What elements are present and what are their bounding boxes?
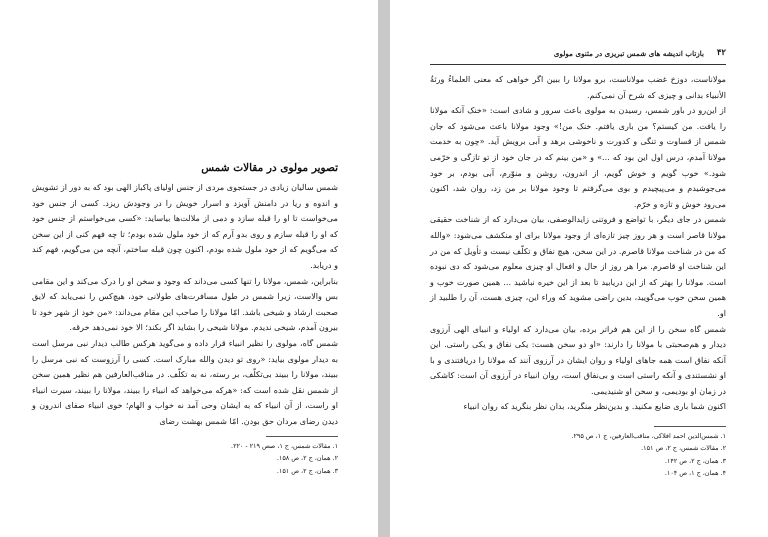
footnote: ۳. همان، ج ۲، ص ۱۴۲. [664,456,726,465]
footnote-divider [266,436,338,437]
footnote: ۱. شمس‌الدین احمد افلاکی، مناقب‌العارفین، ج ۱، ص ۲۹۵. [571,432,726,440]
footnote: ۴. همان، ج ۱، ص ۱۰۴. [664,469,726,478]
right-footnotes [430,430,726,480]
footnote: ۳. همان، ج ۲، ص ۱۵۱. [276,466,338,475]
paragraph: شمس گاه، مولوی را نظیر انبیاء قرار داده و می‌گوید هرکس طالب دیدار نبی مرسل است به دیدار مولوی بیاید: «روی تو دیدن والله مبارک است. کسی را آرزوست که نبی مرسل را ببیند، مولانا را ببیند بی‌تکلّف، بر رسته، نه به تکلّف. در مناقب‌العارفین هم نظیر همین سخن از شمس نقل شده است که: «هرکه می‌خواهد که انبیاء را ببیند، مولانا را ببیند، سیرت انبیاء او راست، از آن انبیاء که به ایشان وحی آمد نه خواب و الهام؛ خوی انبیاء صفای اندرون و دیدن رضای مردان حق بودن. امّا شمس بهشت رضای [32,337,338,426]
paragraph: شمس در جای دیگر، با تواضع و فروتنی زایدالوصفی، بیان می‌دارد که از شناخت حقیقی مولانا قاصر است و هر روز چیز تازه‌ای از وجود مولانا برای او منکشف می‌شود: «والله که من در شناخت مولانا قاصرم. در این سخن، هیچ نفاق و تکلّف نیست و تأویل که من در این شناخت او قاصرم. مرا هر روز از حال و افعال او چیزی معلوم می‌شود که دی نبوده است. مولانا را بهتر که از این دریابید تا بعد از این خیره نباشید ... همین صورت خوب و همین سخن خوب می‌گویید، بدین راضی مشوید که وراء این، چیزی هست، آن را طلبید از او. [430,214,726,318]
paragraph: اکنون شما باری ضایع مکنید. و بدین‌نظر منگرید، بدان نظر بنگرید که روان انبیاء [463,401,726,412]
left-footnotes [32,440,338,477]
footnote: ۱. مقالات شمس، ج ۱، صص ۲۱۹ - ۲۲۰. [231,442,338,450]
footnote: ۲. همان، ج ۲، ص ۱۵۸. [276,454,338,463]
left-page-body [32,180,338,430]
paragraph: مولاناست، دوزخ غضب مولاناست، برو مولانا را ببین اگر خواهی که معنی العلماءُ ورثةُ الأنبیاء بدانی و چیزی که شرح آن نمی‌کنم. [430,74,726,100]
paragraph: شمس گاه سخن را از این هم فراتر برده، بیان می‌دارد که اولیاء و انبیای الهی آرزوی دیدار و هم‌صحبتی با مولانا را دارند: «او دو سخن هست: یکی نفاق و یکی راستی. این آنکه نفاق است همه جاهای اولیاء و روان ایشان در آرزوی آنند که مولانا را دریافتندی و با او نشستندی و آنکه راستی است و بی‌نفاق است، روان انبیاء در آرزوی آن است: کاشکی در زمان او بودیمی، و سخن او شنیدیمی. [430,323,726,396]
left-page [0,0,378,537]
footnote-divider [654,426,726,427]
footnote: ۲. مقالات شمس، ج ۲، ص ۱۵۱. [641,444,726,453]
running-header [430,48,726,64]
running-title: بازتاب اندیشه های شمس تبریزی در مثنوی مولوی [553,49,704,58]
paragraph: از این‌رو در باور شمس، رسیدن به مولوی باعث سرور و شادی است: «خنک آنکه مولانا را یافت. من کیستم؟ من باری یافتم. خنک من!» وجود مولانا باعث می‌شود که جان شمس از قساوت و تنگی و کدورت و ناخوشی برهد و آبی برویش آید. «چون به خدمت مولانا آمدم، درس اول این بود که ...» و «من بینم که در جان خود از تو تازگی و خرّمی شود.» خوب گویم و خوش گویم، از اندرون، روشن و منوّرم، آبی بودم، بر خود می‌جوشیدم و می‌پیچیدم و بوی می‌گرفتم تا وجود مولانا بر من زد، روان شد، اکنون می‌رود خوش و تازه و خرّم. [430,105,726,209]
right-page [390,0,768,537]
section-title: تصویر مولوی در مقالات شمس [201,162,338,174]
paragraph: بنابراین، شمس، مولانا را تنها کسی می‌داند که وجود و سخن او را درک می‌کند و این مقامی بس والاست، زیرا شمس در طول مسافرت‌های طولانی خود، هیچ‌کس را نمی‌یابد که لایق صحبت ارشاد و شیخی باشد. امّا مولانا را صاحب این مقام می‌داند: «من خود از شهر خود تا بیرون آمدم، شیخی ندیدم. مولانا شیخی را بشاید اگر بکند؛ الا خود نمی‌دهد خرقه. [32,275,338,333]
book-spine [378,0,390,537]
right-page-body [430,72,726,415]
paragraph: شمس سالیان زیادی در جستجوی مردی از جنس اولیای پاکباز الهی بود که به دور از تشویش و اندوه و ریا در دامنش آویزد و اسرار خویش را در وجودش ریزد. کسی از جنس خود می‌خواست تا او را قبله سازد و دمی از ملالت‌ها بیاساید: «کسی می‌خواستم از جنس خود که او را قبله سازم و روی بدو آرم که از خود ملول شده بودم؛ تا چه فهم کنی از این سخن که می‌گویم که از خود ملول شده بودم، اکنون چون قبله ساختم، آنچه من می‌گویم، فهم کند و دریابد. [32,182,339,270]
header-divider [430,64,726,65]
page-number: ۴۲ [716,48,726,58]
